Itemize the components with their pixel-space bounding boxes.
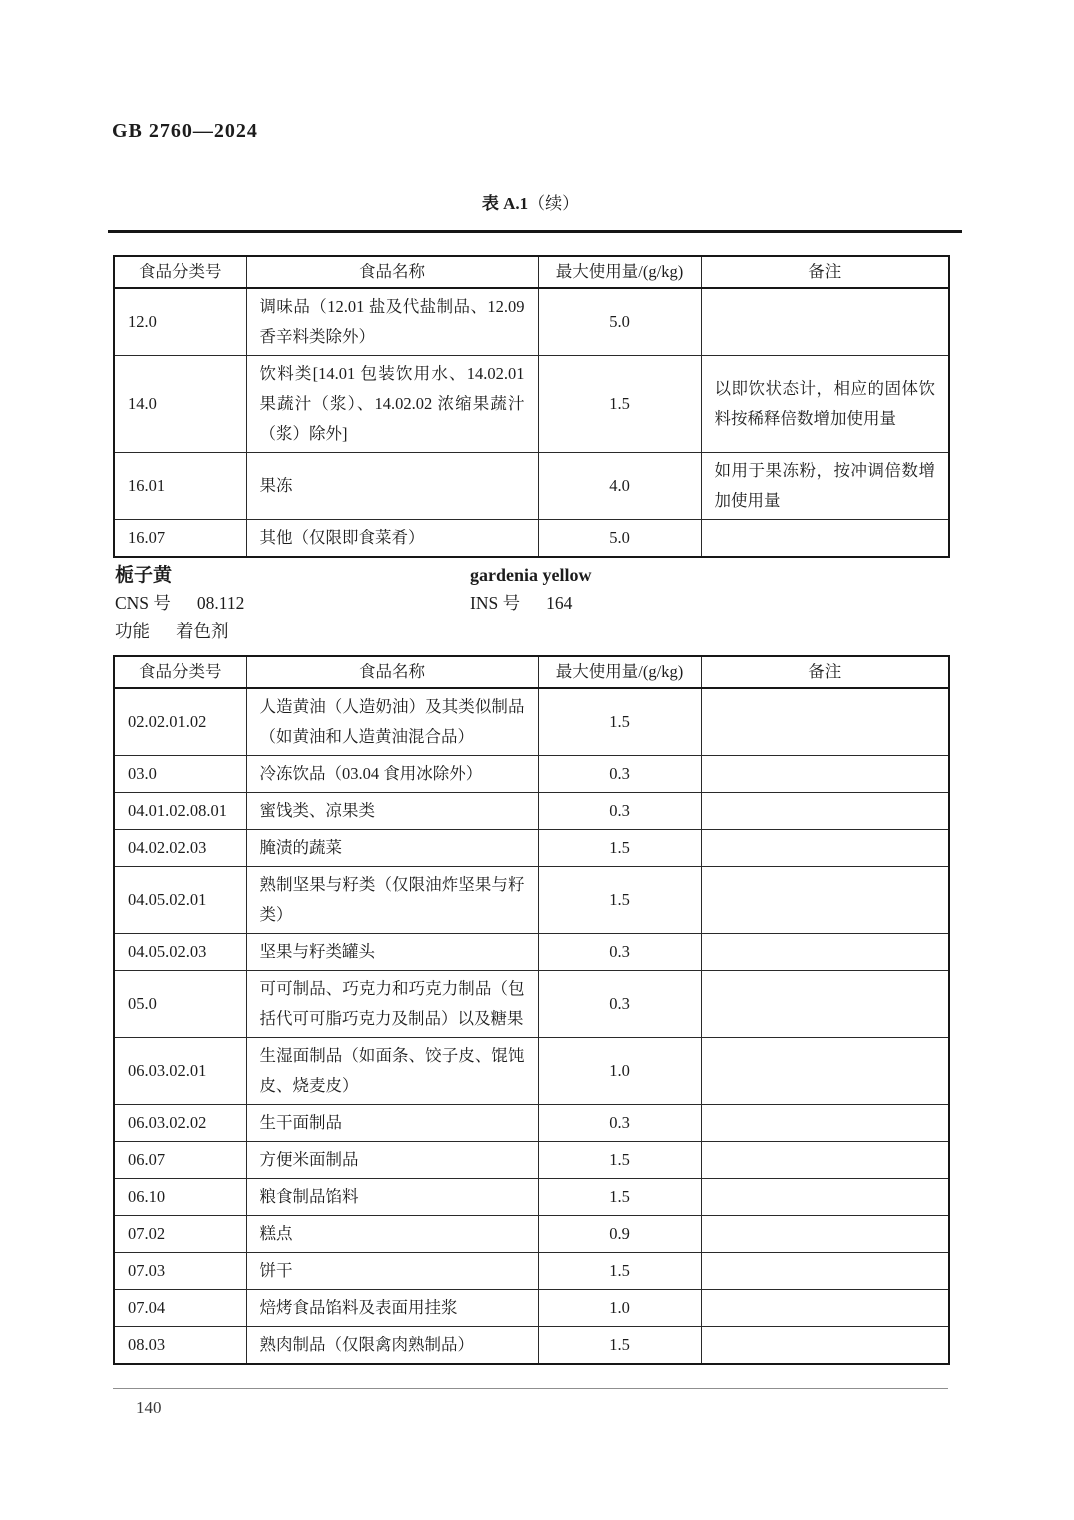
cell-max-usage: 5.0 xyxy=(538,520,701,558)
cell-max-usage: 1.5 xyxy=(538,1142,701,1179)
cell-food-name: 腌渍的蔬菜 xyxy=(246,830,538,867)
table-header-row xyxy=(114,256,949,288)
cell-food-name: 粮食制品馅料 xyxy=(246,1179,538,1216)
cell-remark xyxy=(701,688,949,756)
cell-food-category-number: 07.02 xyxy=(114,1216,246,1253)
additive-function-row xyxy=(115,617,948,645)
food-additive-table-1 xyxy=(113,255,950,558)
table-row xyxy=(114,971,949,1038)
table-row xyxy=(114,1290,949,1327)
cell-food-category-number: 06.03.02.02 xyxy=(114,1105,246,1142)
cell-remark xyxy=(701,1179,949,1216)
cell-food-category-number: 16.01 xyxy=(114,453,246,520)
cell-food-name: 熟制坚果与籽类（仅限油炸坚果与籽类） xyxy=(246,867,538,934)
cell-food-category-number: 04.01.02.08.01 xyxy=(114,793,246,830)
cell-food-category-number: 05.0 xyxy=(114,971,246,1038)
cell-food-name: 冷冻饮品（03.04 食用冰除外） xyxy=(246,756,538,793)
cell-food-name: 其他（仅限即食菜肴） xyxy=(246,520,538,558)
cell-max-usage: 0.3 xyxy=(538,756,701,793)
cell-food-category-number: 06.07 xyxy=(114,1142,246,1179)
additive-name-en: gardenia yellow xyxy=(470,565,592,585)
cell-food-category-number: 16.07 xyxy=(114,520,246,558)
cell-remark: 以即饮状态计，相应的固体饮料按稀释倍数增加使用量 xyxy=(701,356,949,453)
cell-food-category-number: 04.02.02.03 xyxy=(114,830,246,867)
cell-max-usage: 1.5 xyxy=(538,1253,701,1290)
cell-remark xyxy=(701,1253,949,1290)
cell-food-name: 生湿面制品（如面条、饺子皮、馄饨皮、烧麦皮） xyxy=(246,1038,538,1105)
cell-food-category-number: 06.03.02.01 xyxy=(114,1038,246,1105)
additive-id-row xyxy=(115,589,948,617)
cell-max-usage: 5.0 xyxy=(538,288,701,356)
cell-food-name: 熟肉制品（仅限禽肉熟制品） xyxy=(246,1327,538,1365)
table-row xyxy=(114,1179,949,1216)
cell-remark xyxy=(701,1216,949,1253)
function-value: 着色剂 xyxy=(176,621,229,641)
additive-section xyxy=(115,561,948,645)
cell-food-category-number: 14.0 xyxy=(114,356,246,453)
cell-food-name: 方便米面制品 xyxy=(246,1142,538,1179)
cell-food-name: 调味品（12.01 盐及代盐制品、12.09 香辛料类除外） xyxy=(246,288,538,356)
header-max-usage: 最大使用量/(g/kg) xyxy=(538,656,701,688)
page-number: 140 xyxy=(136,1398,162,1417)
cell-remark xyxy=(701,288,949,356)
table-caption xyxy=(113,189,948,214)
footer-rule xyxy=(113,1388,948,1389)
cell-food-category-number: 02.02.01.02 xyxy=(114,688,246,756)
cell-remark xyxy=(701,867,949,934)
cell-max-usage: 4.0 xyxy=(538,453,701,520)
table-row xyxy=(114,453,949,520)
cell-food-category-number: 04.05.02.01 xyxy=(114,867,246,934)
cns-value: 08.112 xyxy=(196,593,245,613)
header-remark: 备注 xyxy=(701,256,949,288)
table-caption-number: 表 A.1 xyxy=(481,194,529,213)
header-max-usage: 最大使用量/(g/kg) xyxy=(538,256,701,288)
title-rule xyxy=(108,230,962,233)
cell-food-category-number: 07.04 xyxy=(114,1290,246,1327)
table-row xyxy=(114,288,949,356)
table-header-row xyxy=(114,656,949,688)
cell-food-category-number: 04.05.02.03 xyxy=(114,934,246,971)
cell-remark xyxy=(701,1038,949,1105)
cell-max-usage: 1.5 xyxy=(538,356,701,453)
cell-food-category-number: 12.0 xyxy=(114,288,246,356)
cell-remark xyxy=(701,1290,949,1327)
table-row xyxy=(114,1327,949,1365)
cell-max-usage: 0.3 xyxy=(538,793,701,830)
cell-food-name: 饮料类[14.01 包装饮用水、14.02.01 果蔬汁（浆）、14.02.02 浓缩果蔬汁（浆）除外] xyxy=(246,356,538,453)
table-row xyxy=(114,1142,949,1179)
cell-remark: 如用于果冻粉，按冲调倍数增加使用量 xyxy=(701,453,949,520)
cell-max-usage: 0.3 xyxy=(538,971,701,1038)
cell-max-usage: 1.5 xyxy=(538,1327,701,1365)
table-row xyxy=(114,1038,949,1105)
cell-remark xyxy=(701,520,949,558)
cell-food-name: 人造黄油（人造奶油）及其类似制品（如黄油和人造黄油混合品） xyxy=(246,688,538,756)
cell-remark xyxy=(701,971,949,1038)
cell-food-category-number: 08.03 xyxy=(114,1327,246,1365)
cell-remark xyxy=(701,1142,949,1179)
cell-food-category-number: 07.03 xyxy=(114,1253,246,1290)
ins-value: 164 xyxy=(546,593,573,613)
cell-food-name: 蜜饯类、凉果类 xyxy=(246,793,538,830)
header-food-name: 食品名称 xyxy=(246,256,538,288)
cell-food-name: 生干面制品 xyxy=(246,1105,538,1142)
header-food-name: 食品名称 xyxy=(246,656,538,688)
table-row xyxy=(114,756,949,793)
header-food-category-number: 食品分类号 xyxy=(114,256,246,288)
cell-remark xyxy=(701,793,949,830)
table-row xyxy=(114,1253,949,1290)
cell-food-name: 果冻 xyxy=(246,453,538,520)
cell-food-category-number: 06.10 xyxy=(114,1179,246,1216)
table-row xyxy=(114,830,949,867)
cell-max-usage: 1.5 xyxy=(538,867,701,934)
function-label: 功能 xyxy=(115,621,150,641)
table-row xyxy=(114,1216,949,1253)
standard-code: GB 2760—2024 xyxy=(112,120,258,142)
cell-max-usage: 1.0 xyxy=(538,1290,701,1327)
cell-food-category-number: 03.0 xyxy=(114,756,246,793)
cell-max-usage: 1.5 xyxy=(538,830,701,867)
table-row xyxy=(114,793,949,830)
table-row xyxy=(114,934,949,971)
cell-max-usage: 1.5 xyxy=(538,1179,701,1216)
cell-max-usage: 0.3 xyxy=(538,1105,701,1142)
table-row xyxy=(114,356,949,453)
additive-name-row xyxy=(115,561,948,589)
ins-label: INS 号 xyxy=(470,593,521,613)
table-row xyxy=(114,520,949,558)
table-row xyxy=(114,688,949,756)
cell-food-name: 饼干 xyxy=(246,1253,538,1290)
header-remark: 备注 xyxy=(701,656,949,688)
cell-food-name: 糕点 xyxy=(246,1216,538,1253)
cell-food-name: 坚果与籽类罐头 xyxy=(246,934,538,971)
additive-name-zh: 栀子黄 xyxy=(115,565,173,586)
table-row xyxy=(114,1105,949,1142)
food-additive-table-2 xyxy=(113,655,950,1365)
cns-label: CNS 号 xyxy=(115,593,171,613)
cell-max-usage: 1.0 xyxy=(538,1038,701,1105)
cell-remark xyxy=(701,756,949,793)
cell-remark xyxy=(701,1327,949,1365)
table-caption-continued: （续） xyxy=(528,194,580,213)
cell-remark xyxy=(701,934,949,971)
header-food-category-number: 食品分类号 xyxy=(114,656,246,688)
cell-food-name: 可可制品、巧克力和巧克力制品（包括代可可脂巧克力及制品）以及糖果 xyxy=(246,971,538,1038)
cell-max-usage: 0.3 xyxy=(538,934,701,971)
cell-max-usage: 0.9 xyxy=(538,1216,701,1253)
cell-remark xyxy=(701,830,949,867)
cell-food-name: 焙烤食品馅料及表面用挂浆 xyxy=(246,1290,538,1327)
cell-max-usage: 1.5 xyxy=(538,688,701,756)
table-row xyxy=(114,867,949,934)
cell-remark xyxy=(701,1105,949,1142)
